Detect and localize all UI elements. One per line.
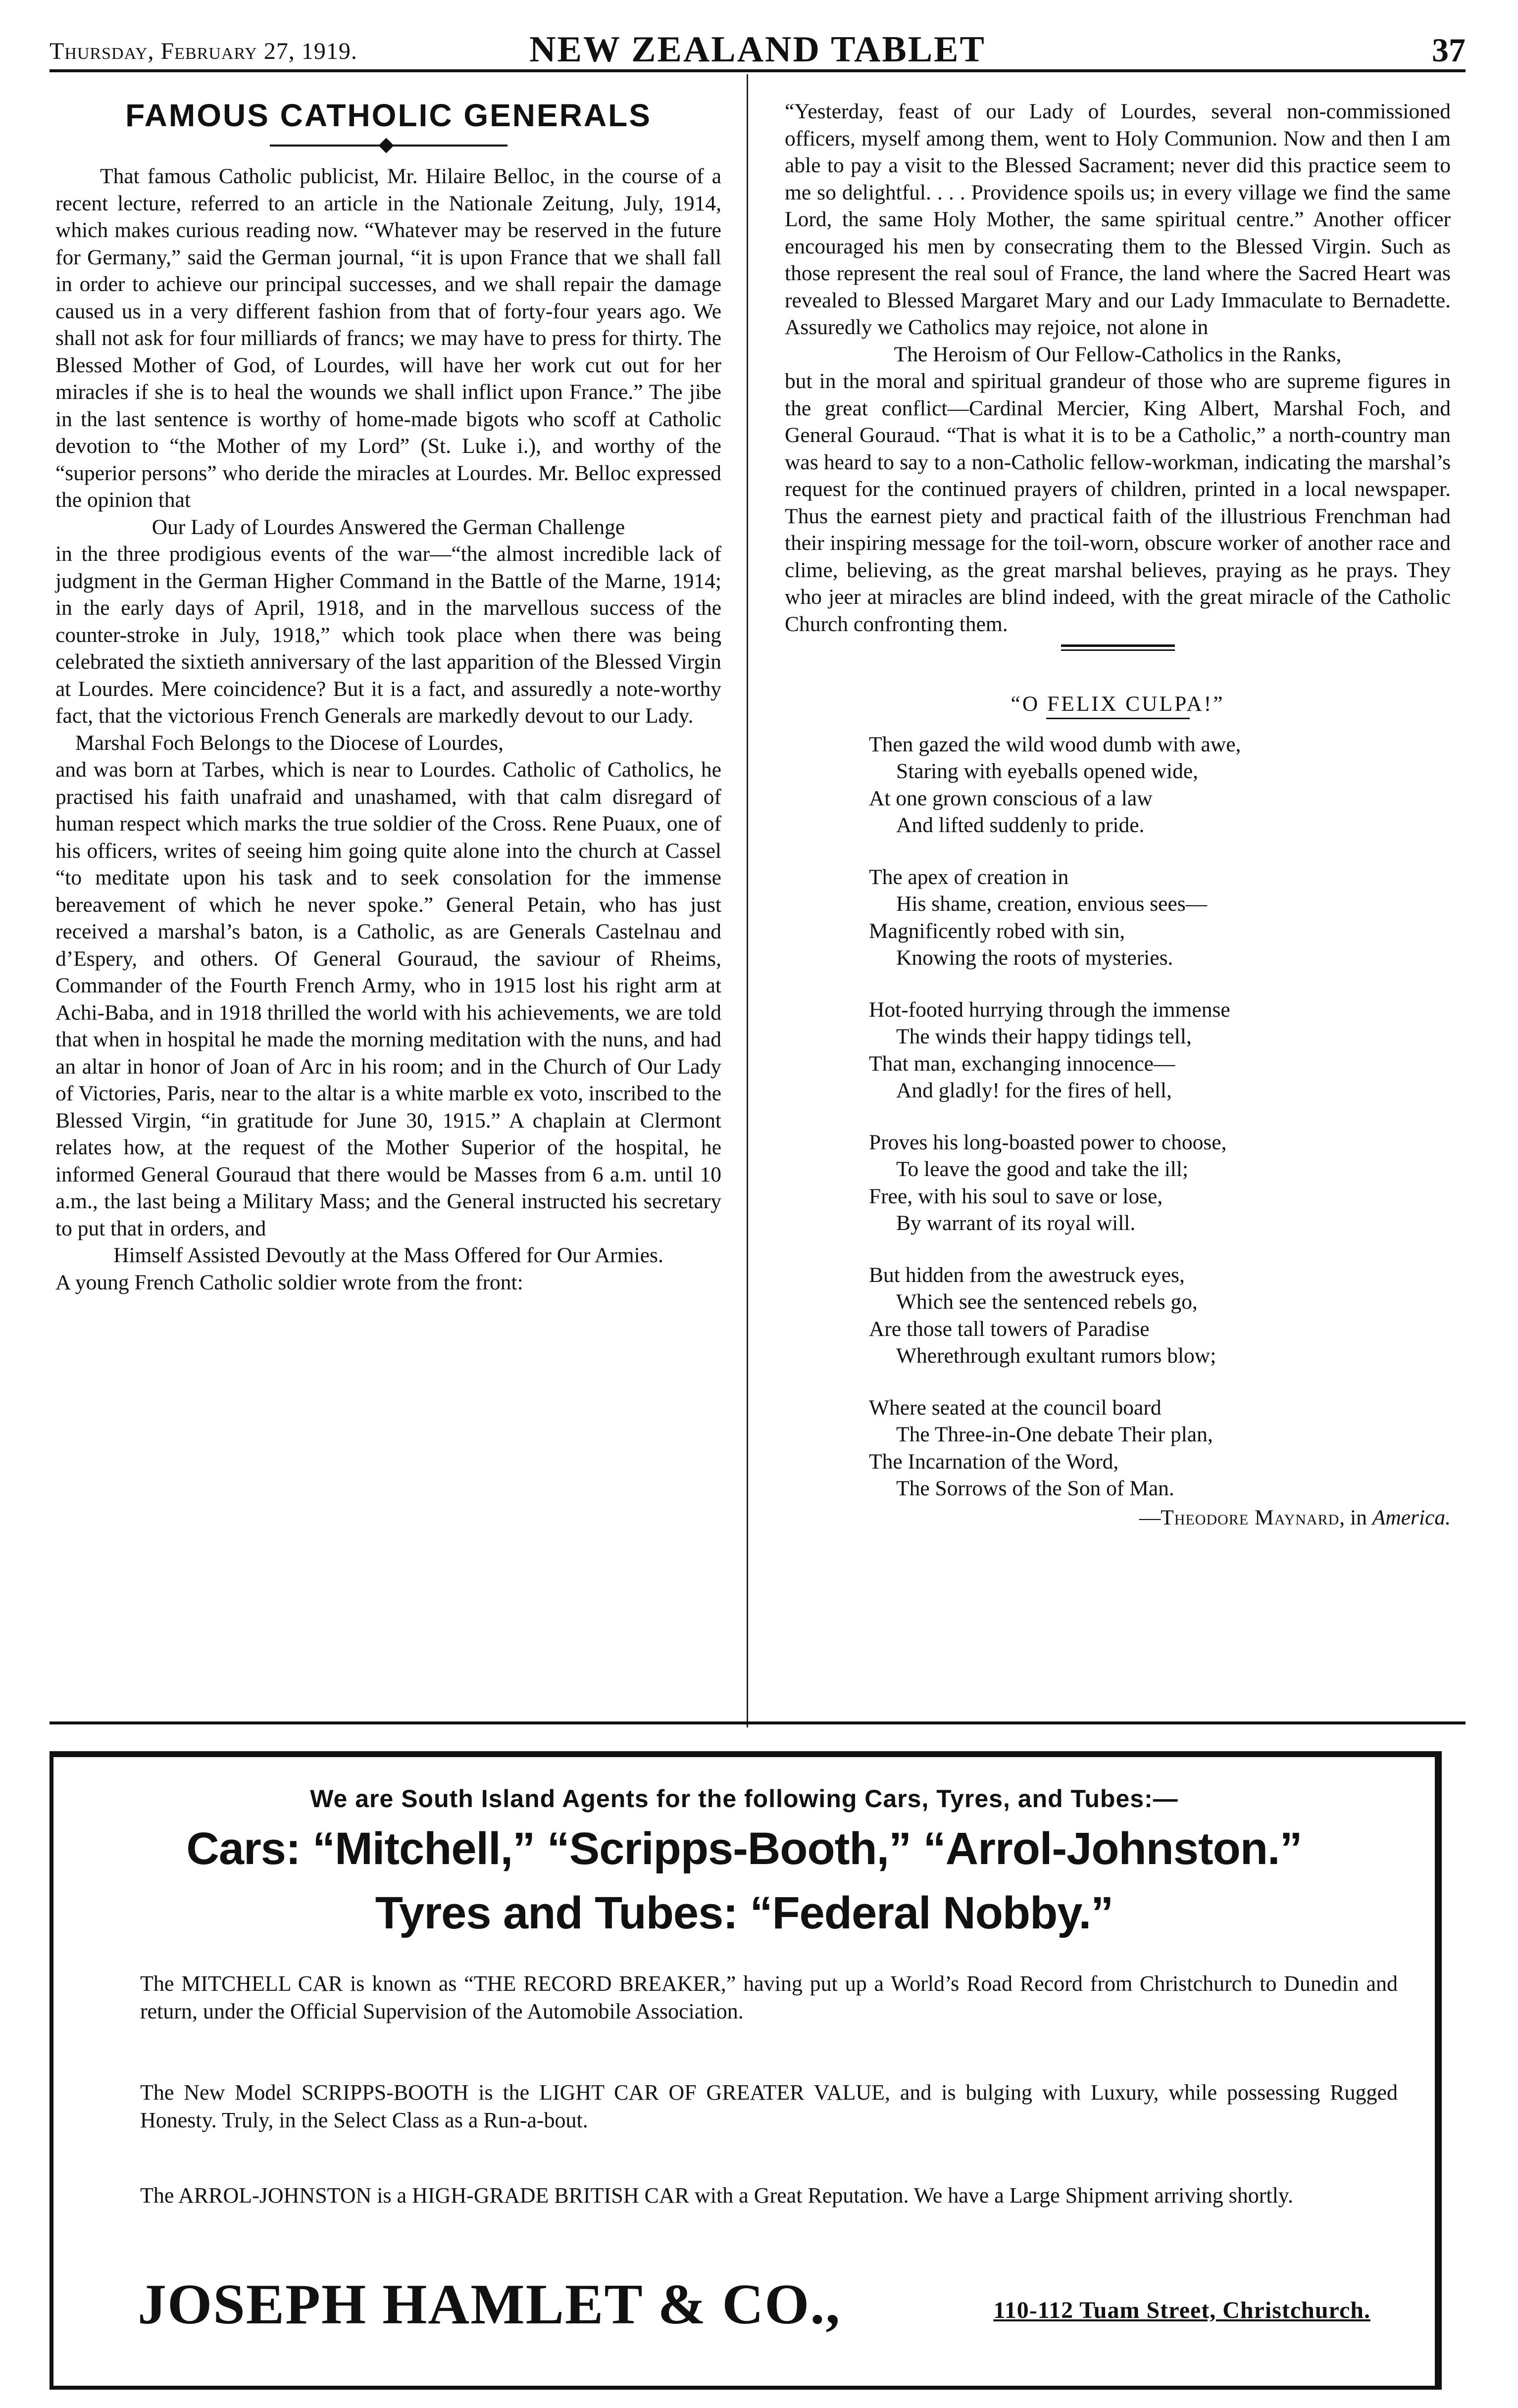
advert-cars-line: Cars: “Mitchell,” “Scripps-Booth,” “Arrol-Johnston.” — [186, 1823, 1302, 1874]
poem-source: America. — [1372, 1505, 1451, 1529]
article-paragraph-2: in the three prodigious events of the war—“the almost incredible lack of judgment in the German Higher Command in the Battle of the Marne, 1914; in the early days of April, 1918, and in the marvellous success of the counter-stroke in July, 1918,” which took place when there was being celebrated the sixtieth anniversary of the last apparition of the Blessed Virgin at Lourdes. Mere coincidence? But it is a fact, and assuredly a note-worthy fact, that the victorious French Generals are markedly devout to our Lady. — [55, 542, 721, 728]
newspaper-title: NEW ZEALAND TABLET — [529, 29, 986, 70]
poem-author: Theodore Maynard — [1161, 1505, 1340, 1529]
poem-stanza — [869, 996, 1451, 1104]
advert-arrol-paragraph: The ARROL-JOHNSTON is a HIGH-GRADE BRITISH CAR with a Great Reputation. We have a Large Shipment arriving shortly. — [140, 2183, 1293, 2208]
poem-line: The apex of creation in — [869, 865, 1069, 889]
poem-line: Staring with eyeballs opened wide, — [896, 759, 1199, 783]
poem-stanza — [869, 1394, 1451, 1502]
poem-line: Which see the sentenced rebels go, — [896, 1290, 1198, 1314]
poem-line: Free, with his soul to save or lose, — [869, 1184, 1163, 1208]
article-subheading-3: Himself Assisted Devoutly at the Mass Offered for Our Armies. — [113, 1243, 663, 1267]
poem-stanza — [869, 1262, 1451, 1370]
article-subheading-4: The Heroism of Our Fellow-Catholics in the Ranks, — [894, 342, 1342, 366]
poem-line: The Three-in-One debate Their plan, — [896, 1423, 1213, 1446]
advert-tyres-line: Tyres and Tubes: “Federal Nobby.” — [375, 1888, 1113, 1938]
poem-title: “O FELIX CULPA!” — [1011, 692, 1225, 716]
poem-line: The Sorrows of the Son of Man. — [896, 1476, 1174, 1500]
poem-stanza — [869, 1129, 1451, 1237]
poem-line: Are those tall towers of Paradise — [869, 1317, 1150, 1341]
poem-line: Wherethrough exultant rumors blow; — [896, 1344, 1216, 1368]
title-ornament-rule — [270, 139, 507, 151]
poem-line: Where seated at the council board — [869, 1395, 1162, 1420]
poem-line: Hot-footed hurrying through the immense — [869, 997, 1230, 1022]
poem-stanza — [869, 864, 1451, 972]
article-title: FAMOUS CATHOLIC GENERALS — [125, 98, 652, 133]
right-column — [785, 98, 1451, 1531]
poem-line: At one grown conscious of a law — [869, 786, 1153, 810]
poem-line: Proves his long-boasted power to choose, — [869, 1130, 1227, 1154]
left-column — [55, 97, 721, 1296]
header-rule — [50, 69, 1466, 72]
section-double-rule — [1061, 644, 1175, 651]
advert-mitchell-paragraph: The MITCHELL CAR is known as “THE RECORD BREAKER,” having put up a World’s Road Record from Christchurch to Dunedin and return, under the Official Supervision of the Automobile Association. — [140, 1971, 1398, 2023]
article-paragraph-1: That famous Catholic publicist, Mr. Hilaire Belloc, in the course of a recent lecture, referred to an article in the Nationale Zeitung, July, 1914, which makes curious reading now. “Whatever may be reserved in the future for Germany,” said the German journal, “it is upon France that we shall fall in order to achieve our principal successes, and we shall repair the damage caused us in a very different fashion from that of forty-four years ago. We shall not ask for four milliards of francs; we may have to press for thirty. The Blessed Mother of God, of Lourdes, will have her work cut out for her miracles if she is to heal the wounds we shall inflict upon France.” The jibe in the last sentence is worthy of home-made bigots who scoff at Catholic devotion to “the Mother of my Lord” (St. Luke i.), and worthy of the “superior persons” who deride the miracles at Lourdes. Mr. Belloc expressed the opinion that — [55, 164, 721, 512]
poem-line: Then gazed the wild wood dumb with awe, — [869, 732, 1241, 756]
article-paragraph-5: “Yesterday, feast of our Lady of Lourdes, several non-commissioned officers, myself among them, went to Holy Communion. Now and then I am able to pay a visit to the Blessed Sacrament; never did this practice seem to me so delightful. . . . Providence spoils us; in every village we find the same Lord, the same Holy Mother, the same spiritual centre.” Another officer encouraged his men by consecrating them to the Blessed Virgin. Such as those represent the real soul of France, the land where the Sacred Heart was revealed to Blessed Margaret Mary and our Lady Immaculate to Bernadette. Assuredly we Catholics may rejoice, not alone in — [785, 99, 1451, 339]
attribution-in: , in — [1339, 1505, 1372, 1529]
poem-line: His shame, creation, envious sees— — [896, 892, 1208, 916]
poem-line: The Incarnation of the Word, — [869, 1449, 1119, 1474]
poem-attribution — [785, 1504, 1451, 1531]
page-number: 37 — [1432, 31, 1466, 69]
advertiser-name: JOSEPH HAMLET & CO., — [138, 2273, 841, 2336]
poem-line: Magnificently robed with sin, — [869, 919, 1125, 943]
poem-line: To leave the good and take the ill; — [896, 1157, 1189, 1181]
issue-date: Thursday, February 27, 1919. — [50, 38, 357, 64]
attribution-dash: — — [1139, 1505, 1161, 1529]
advertiser-address: 110-112 Tuam Street, Christchurch. — [993, 2297, 1370, 2323]
poem-line: By warrant of its royal will. — [896, 1211, 1136, 1235]
poem-line: But hidden from the awestruck eyes, — [869, 1263, 1185, 1287]
article-paragraph-4: A young French Catholic soldier wrote from the front: — [55, 1270, 523, 1294]
poem-line: And gladly! for the fires of hell, — [896, 1079, 1172, 1102]
article-paragraph-6: but in the moral and spiritual grandeur of those who are supreme figures in the great conflict—Cardinal Mercier, King Albert, Marshal Foch, and General Gouraud. “That is what it is to be a Catholic,” a north-country man was heard to say to a non-Catholic fellow-workman, indicating the marshal’s request for the continued prayers of children, printed in a local newspaper. Thus the earnest piety and practical faith of the illustrious Frenchman had their inspiring message for the toil-worn, obscure worker of another race and clime, believing, as the great marshal believes, praying as he prays. They who jeer at miracles are blind indeed, with the great miracle of the Catholic Church confronting them. — [785, 369, 1451, 636]
poem-line: And lifted suddenly to pride. — [896, 813, 1145, 837]
poem-line: The winds their happy tidings tell, — [896, 1025, 1192, 1048]
article-paragraph-3: and was born at Tarbes, which is near to Lourdes. Catholic of Catholics, he practised his faith unafraid and unashamed, with that calm disregard of human respect which marks the true soldier of the Cross. Rene Puaux, one of his officers, writes of seeing him going quite alone into the church at Cassel “to meditate upon his task and to seek consolation for the immense bereavement of which he never spoke.” General Petain, who has just received a marshal’s baton, is a Catholic, as are Generals Castelnau and d’Espery, and others. Of General Gouraud, the saviour of Rheims, Commander of the Fourth French Army, who in 1915 lost his right arm at Achi-Baba, and in 1918 thrilled the world with his achievements, we are told that when in hospital he made the morning meditation with the nuns, and had an altar in honor of Joan of Arc in his room; and in the Church of Our Lady of Victories, Paris, near to the altar is a white marble ex voto, inscribed to the Blessed Virgin, “in gratitude for June 30, 1915.” A chaplain at Clermont relates how, at the request of the Mother Superior of the hospital, he informed General Gouraud that there would be Masses from 6 a.m. until 10 a.m., the last being a Military Mass; and the General instructed his secretary to put that in orders, and — [55, 758, 721, 1240]
advert-lead-line: We are South Island Agents for the following Cars, Tyres, and Tubes:— — [310, 1785, 1178, 1813]
article-subheading-2: Marshal Foch Belongs to the Diocese of Lourdes, — [75, 731, 504, 755]
car-advertisement — [50, 1751, 1442, 2390]
poem-line: That man, exchanging innocence— — [869, 1051, 1175, 1076]
poem-stanza — [869, 731, 1451, 839]
article-subheading-1: Our Lady of Lourdes Answered the German Challenge — [152, 515, 625, 539]
poem-line: Knowing the roots of mysteries. — [896, 946, 1173, 970]
column-divider — [747, 74, 748, 1727]
advert-separator-rule — [50, 1721, 1466, 1724]
advert-scripps-paragraph: The New Model SCRIPPS-BOOTH is the LIGHT CAR OF GREATER VALUE, and is bulging with Luxury, while possessing Rugged Honesty. Truly, in the Select Class as a Run-a-bout. — [140, 2080, 1398, 2132]
page-header — [50, 29, 1466, 68]
poem-title-rule — [1046, 718, 1190, 719]
